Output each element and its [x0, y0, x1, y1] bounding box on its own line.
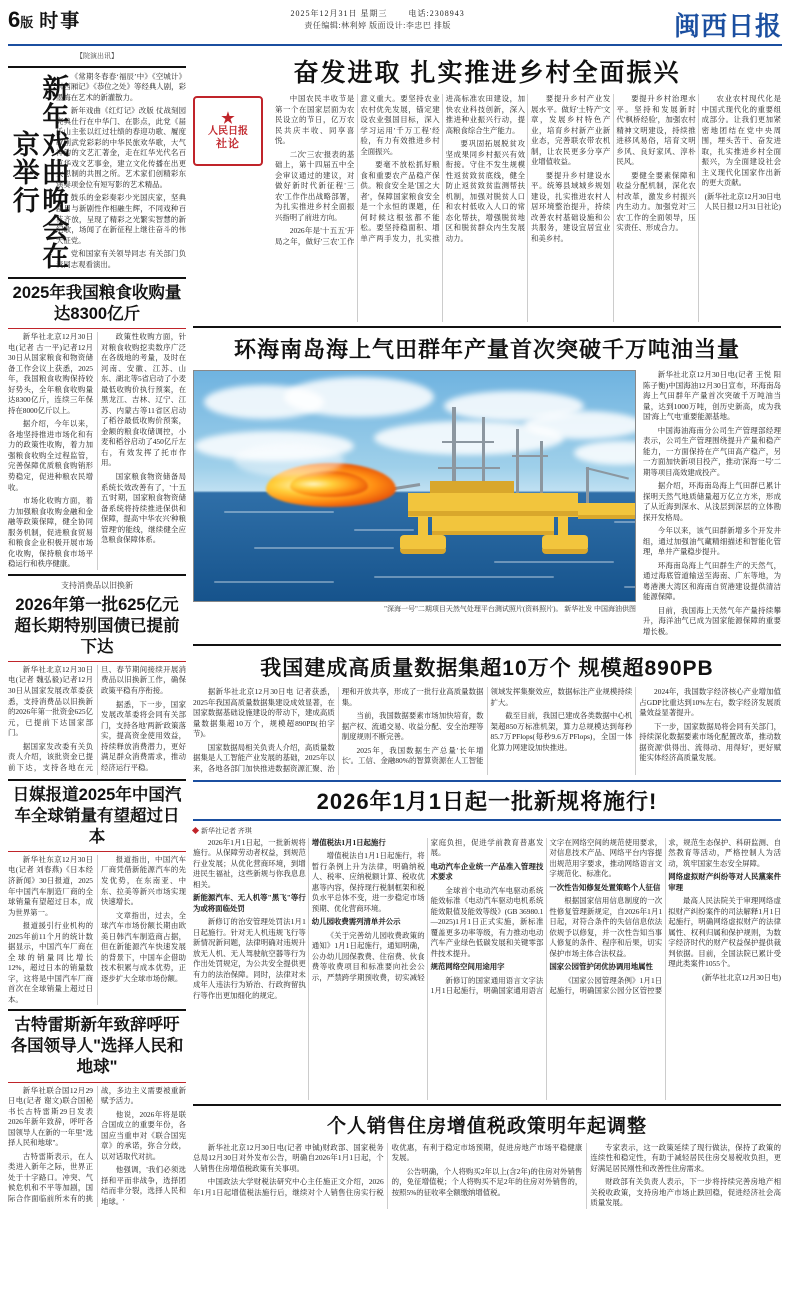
left-article-autos: [8, 785, 186, 1006]
rules-story: [193, 826, 781, 1100]
masthead: [8, 6, 782, 42]
article-body: 新华社联合国12月29日电(记者 谢文)联合国秘书长古特雷斯29日发表2026年新年致辞，呼吁各国领导人在新的一年里"选择人民和地球"。 古特雷斯表示，在人类进入新年之际，世界正处于十字路口。冲突、气候危机和不平等加剧，国际合作面临前所未有的挑战，多边主义需要被重新赋予活力。 他说，2026年将是联合国成立的重要年份，各国应当重申对《联合国宪章》的承诺，弥合分歧，以对话取代对抗。 他强调，'我们必须选择和平而非战争，选择团结而非分裂，选择人民和地球。': [8, 1085, 186, 1206]
rules-byline: 新华社记者 齐琪: [193, 826, 781, 836]
right-column: [193, 50, 781, 1209]
data-story-headline: 我国建成高质量数据集超10万个 规模超890PB: [260, 657, 714, 681]
masthead-left: [8, 6, 81, 33]
photo-story: [193, 333, 781, 640]
data-story: [193, 652, 781, 774]
page-number: 6版: [8, 6, 34, 32]
left-vertical-headline: 新年戏曲晚会在京举行: [8, 74, 69, 271]
diamond-bullet-icon: [192, 827, 199, 834]
article-body: 新华社北京12月30日电(记者 古一平)记者12月30日从国家粮食和物资储备工作会议上获悉，2025年，我国粮食收购保持较好势头，全年粮食收购量达8300亿斤，连续三年保持在8000亿斤以上。 据介绍，今年以来，各地坚持推进市场化和有力的政策性收购，着力加强粮食收购全过程监管，完善保障优质粮食购销形势稳定，促进种粮农民增收。 市场化收购方面，着力加强粮食收购金融和金融等政策保障，健全协同服务机制，促进粮食贸易和粮食企业积极开展市场化收购，保持粮食市场平稳运行和秩序健康。 政策性收购方面，针对粮食收购挖卖数序广泛在各级地的考量，及时在河南、安徽、江苏、山东、湖北等5省启动了小麦最低收购价执行预案，在黑龙江、吉林、辽宁、江苏、内蒙古等11省区启动了稻谷最低收购价预案，金额的粮食收储调控，小麦和稻谷启动了450亿斤左右，有效发挥了托市作用。 国家粮食物资储备局系统长效改善有了，'十五五'时期，国家粮食物资储备系统将持续推进保供和保障，提高'中华农兴'种粮管理'的能线，继续健全应急粮食保障体系。: [8, 332, 186, 569]
rules-story-text: 2026年1月1日起，一批新规将施行。从保障劳动者权益，到规范行业发展；从优化营商环境，到增进民生福祉，这些新规与你我息息相关。 新能源汽车、无人机等"黑飞"等行为或将面临处罚 新修订的治安管理处罚法1月1日起施行。针对无人机违规飞行等新情况新问题，法律明确对违规升放无人机、无人驾驶航空器等行为作出处罚规定，为公共安全提供更有力的法治保障。同时，法律对未成年人违法行为矫治、行政拘留执行等作出更加细化的规定。 增值税法1月1日起施行 增值税法自1月1日起施行，将暂行条例上升为法律，明确纳税人、税率、应纳税额计算、税收优惠等内容，保持现行税制框架和税负水平总体不变，进一步稳定市场预期、优化营商环境。 幼儿园收费需列清单并公示 《关于完善幼儿园收费政策的通知》1月1日起施行，通知明确，公办幼儿园保教费、住宿费、伙食费等收费项目和标准要向社会公示，严禁跨学期预收费，切实减轻家庭负担，促进学前教育普惠发展。 电动汽车企业统一产品准入管理技术要求 全球首个电动汽车电驱动系统能效标准《电动汽车驱动电机系统能效限值及能效等级》(GB 36980.1—2025)1月1日正式实施，新标准覆盖更多功率等级，有力推动电动汽车产业绿色低碳发展和关键零部件技术提升。 规范网络空间用途用字 新修订的国家通用语言文字法1月1日起施行，明确国家通用语言文字在网络空间的规范使用要求，对信息技术产品、网络平台内容提出规范用字要求，推动网络语言文字规范化、标准化。 一次性告知修复处置策略个人征信 根据国家信用信息制度的一次性修复管理新规定，自2026年1月1日起，对符合条件的失信信息依法依规予以修复，并一次性告知当事人修复的条件、程序和后果，切实保护市场主体合法权益。 国家公园管护闭优协调用地属性 《国家公园管理条例》1月1日起施行，明确国家公园分区管控要求，规范生态保护、科研监测、自然教育等活动，严格控制人为活动，筑牢国家生态安全屏障。 网络虚拟财产纠纷等对人民黨案件审理 最高人民法院关于审理网络虚拟财产纠纷案件的司法解释1月1日起施行，明确网络虚拟财产的法律属性、权利归属和保护规则，为数字经济时代的财产权益保护提供裁判依据。目前，全国法院已累计受理此类案件1055个。 (新华社北京12月30日电): [193, 837, 781, 1000]
left-article-guterres: [8, 1015, 186, 1207]
peoples-daily-stamp: ★ 人民日报 社论: [193, 96, 263, 166]
article-title: 2026年第一批625亿元超长期特别国债已提前下达: [14, 595, 180, 656]
masthead-editor: 责任编辑:林利婷 版面设计:李忠巴 排版: [304, 21, 451, 30]
paper-name: 闽西日报: [673, 11, 782, 41]
tax-story-text: 新华社北京12月30日电(记者 申铖)财政部、国家税务总局12月30日对外发布公告，明确自2026年1月1日起，个人销售住房增值税政策有关事项。 中国政法大学财税法研究中心主任施正文介绍，2026年1月1日起增值税法施行后，继续对个人销售住房实行税收优惠，有利于稳定市场预期，促进房地产市场平稳健康发展。 公告明确，个人将购买2年以上(含2年)的住房对外销售的，免征增值税；个人将购买不足2年的住房对外销售的，按照5%的征收率全额缴纳增值税。 专家表示，这一政策延续了现行做法，保持了政策的连续性和稳定性，有助于减轻居民住房交易税收负担，更好满足居民刚性和改善性住房需求。 财政部有关负责人表示，下一步将持续完善房地产相关税收政策，支持房地产市场止跌回稳，促进经济社会高质量发展。: [193, 1142, 781, 1208]
editorial-headline: 奋发进取 扎实推进乡村全面振兴: [293, 59, 681, 87]
left-article-bonds: [8, 580, 186, 775]
article-kicker: 支持消费品以旧换新: [61, 580, 133, 590]
masthead-rule: [8, 44, 782, 46]
photo-story-text: 新华社北京12月30日电(记者 王悦 阳 陈子衡)中国海油12月30日宣布，环海南岛海上气田群年产量首次突破千万吨油当量，达到1000万吨，创历史新高，成为我国'海上气电'重要能源基地。 中国海油海南分公司生产管理部经理表示，公司生产管理围绕提升产量和稳产能力，一方面保持在产气田高产稳产，另一方面加快新项目投产，推动'深海一号'二期等项目高效建成投产。 据介绍，环海南岛海上气田群已累计探明天然气地质储量超万亿立方米，形成了从近海到深水、从浅层到深层的立体勘探开发格局。 今年以来，该气田群新增多个开发井组，通过加强油气藏精细描述和智能化管理，单井产量稳步提升。 环海南岛海上气田群生产的天然气，通过海底管道输送至海南、广东等地，为粤港澳大湾区和海南自贸港建设提供清洁能源保障。 目前，我国海上天然气年产量持续攀升，海洋油气已成为国家能源保障的重要增长极。: [643, 370, 781, 636]
article-body: 新华社北京12月30日电(记者 魏弘毅)记者12月30日从国家发展改革委获悉，支持消费品以旧换新的2026年第一批资金625亿元，已提前下达国家部门。 据国家发改委有关负责人介绍，该批资金已提前下达，支持各地在元旦、春节期间接续开展消费品以旧换新工作，确保政策平稳有序衔接。 据悉，下一步，国家发展改革委将会同有关部门，支持各地'两新'政策落实，提高资金使用效益，持续释放消费潜力，更好满足群众消费需求，推动经济运行平稳。: [8, 664, 186, 772]
article-body: 新华社东京12月30日电(记者 刘春燕)《日本经济新闻》30日报道，2025年中国汽车制造厂商的全球销量有望超过日本，成为世界第一。 报道援引行业机构的2025年前11个月的统计数据显示，中国汽车厂商在全球的销量同比增长12%，超过日本的销量数字，这将是中国汽车厂商首次在全球销量上超过日本。 报道指出，中国汽车厂商凭借新能源汽车的先发优势，在东南亚、中东、拉美等新兴市场实现快速增长。 文章指出，过去，全球汽车市场份额长期由欧美日韩汽车制造商占据，但在新能源汽车快速发展的背景下，中国车企借助技术积累与成本优势，正逐步扩大全球市场份额。: [8, 854, 186, 1004]
rules-headline-bar: [193, 780, 781, 821]
article-title: 日媒报道2025年中国汽车全球销量有望超过日本: [12, 785, 182, 846]
left-vertical-body: 《常期冬春春‘福辰’中》《空城计》《西厢记》《恭位之处》等经典人剧，彩墨梅在艺术的新灌散力。 新年戏曲《红灯记》改版 仗战刻园亮典仕行在中华门、在影点，此党《届乐山主张以红过壮绩的春迎功歌、履度歌剧武党彩彩的中华民旅欢华歌，大气神韵的文艺汇著金，走在红华光代名百京华戏文艺事金，建立文化传播在出更大思制的共围之所。艺术家们创精彩东演奏项金位有短写影的艺术精品。 鼓乐的金彩奏彩少光国庆家，坚典剧目与新剧性作相融生辉，不同戏种百花齐放，呈现了精彩之光繁实智慧的新纪歌，场闻了在新征程上继往奋斗的伟大征党。 党和国家有关领导同志 有关部门负责同志观看演出。: [56, 71, 186, 269]
article-title: 古特雷斯新年致辞呼吁各国领导人"选择人民和地球": [10, 1016, 184, 1077]
rules-headline: 2026年1月1日起一批新规将施行!: [316, 788, 658, 814]
tax-story-headline: 个人销售住房增值税政策明年起调整: [326, 1115, 647, 1137]
left-column: [8, 50, 186, 1209]
masthead-date: 2025年12月31日 星期三 电话:2308943: [290, 9, 465, 18]
editorial-block: [193, 53, 781, 322]
photo-headline: 环海南岛海上气田群年产量首次突破千万吨油当量: [233, 337, 740, 362]
section-name: 时事: [39, 11, 82, 32]
editorial-text: 中国农民丰收节是第一个在国家层面为农民设立的节日，亿万农民共庆丰收、同享喜悦。 二次'三农'报表的基础上，第十四届五中全会审议通过的建议，对做好新时代新征程'三农'工作作出战略部署，为扎实推进乡村全面振兴指明了前进方向。 2026年是'十五五'开局之年，做好'三农'工作意义重大。要坚持农业农村优先发展，锚定建设农业强国目标，深入学习运用'千万工程'经验，有力有效推进乡村全面振兴。 要毫不放松抓好粮食和重要农产品稳产保供。粮食安全是'国之大者'，保障国家粮食安全是一个永恒的课题，任何时候这根弦都不能松。要坚持稳面积、增单产两手发力，扎实推进高标准农田建设，加快农业科技创新，深入推进种业振兴行动，提高粮食综合生产能力。 要巩固拓展脱贫攻坚成果同乡村振兴有效衔接。守住不发生规模性返贫致贫底线，健全防止返贫致贫监测帮扶机制，加强对脱贫人口和农村低收入人口的常态化帮扶，增强脱贫地区和脱贫群众内生发展动力。 要提升乡村产业发展水平。做好'土特产'文章，发展乡村特色产业，培育乡村新产业新业态，完善联农带农机制，让农民更多分享产业增值收益。 要提升乡村建设水平。统筹县域城乡规划建设，扎实推进农村人居环境整治提升，持续改善农村基础设施和公共服务，建设宜居宜业和美乡村。 要提升乡村治理水平。坚持和发展新时代'枫桥经验'，加强农村精神文明建设，持续推进移风易俗，培育文明乡风、良好家风、淳朴民风。 要健全要素保障和收益分配机制，深化农村改革，激发乡村振兴内生动力。加强党对'三农'工作的全面领导，压实责任、形成合力。 农业农村现代化是中国式现代化的重要组成部分。让我们更加紧密地团结在党中央周围，埋头苦干、奋发进取，扎实推进乡村全面振兴，为全面建设社会主义现代化国家作出新的更大贡献。 (新华社北京12月30日电 人民日报12月31日社论): [275, 94, 781, 246]
offshore-rig-photo: [193, 370, 636, 602]
left-kicker: 【院演出讯】: [76, 52, 118, 60]
left-article-grain: [8, 283, 186, 570]
photo-caption: "深海一号"二期项目天然气处理平台测试照片(资料照片)。 新华社发 中国海油供图: [384, 605, 636, 613]
masthead-info: [291, 6, 465, 32]
data-story-text: 据新华社北京12月30日电 记者获悉，2025年我国高质量数据集建设成效显著，在国家数据基础设施建设的带动下，建成高质量数据集超10万个，规模超890PB(拍字节)。 国家数据局相关负责人介绍，高质量数据集是人工智能产业发展的基础，2025年以来，各地各部门加快推进数据资源汇聚、治理和开放共享，形成了一批行业高质量数据集。 当前，我国数据要素市场加快培育，数据产权、流通交易、收益分配、安全治理等制度规则不断完善。 2025年，我国数据生产总量'长年增长'。工信、金融80%的智算资源在人工智能领域发挥集聚效应，数据标注产业规模持续扩大。 截至目前，我国已建成各类数据中心机架超850万标准机架，算力总规模达到每秒85.7万PFlops(每秒9.6万PFlops)，全国一体化算力网建设加快推进。 2024年，我国数字经济核心产业增加值占GDP比重达到10%左右，数字经济发展质量效益显著提升。 下一步，国家数据局将会同有关部门，持续深化数据要素市场化配置改革，推动数据资源'供得出、流得动、用得好'，更好赋能实体经济高质量发展。: [193, 687, 781, 773]
tax-story: [193, 1111, 781, 1209]
article-title: 2025年我国粮食收购量达8300亿斤: [12, 284, 182, 324]
star-icon: ★: [221, 110, 235, 128]
